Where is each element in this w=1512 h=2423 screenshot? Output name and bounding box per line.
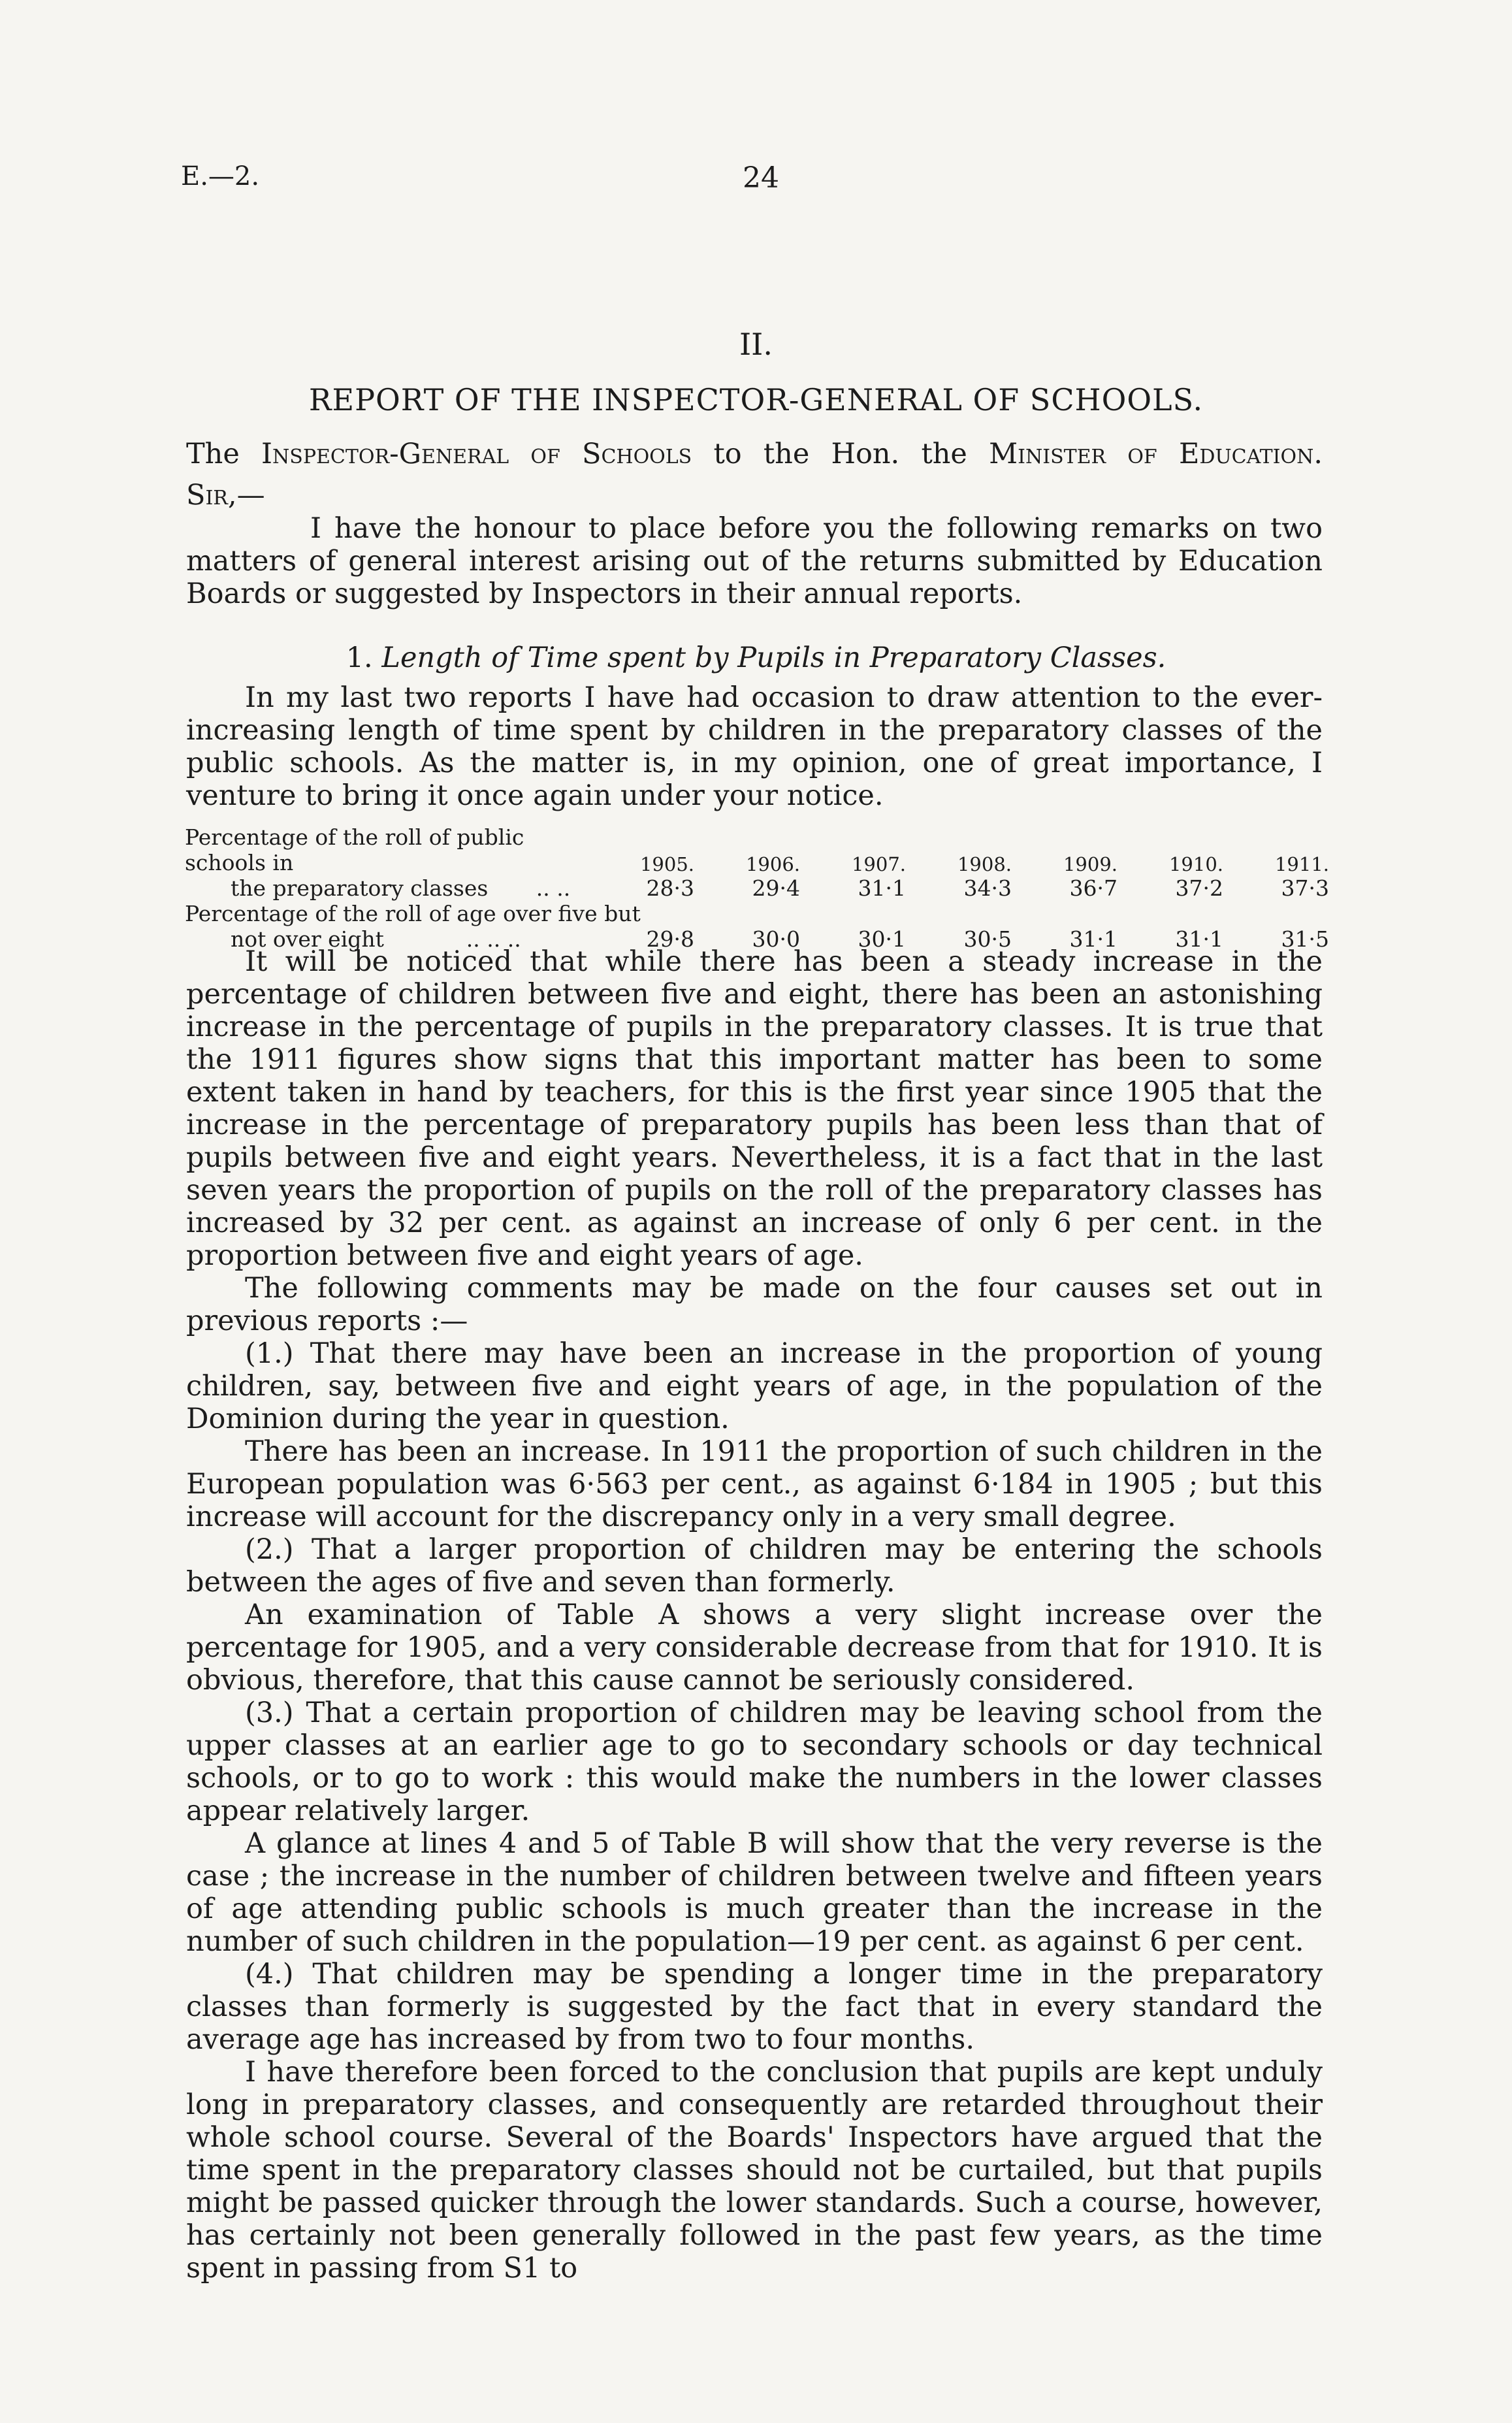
year-1910: 1910. bbox=[1168, 853, 1223, 875]
row2-label-b-text: not over eight bbox=[231, 926, 384, 952]
table-cell: 29·8 bbox=[646, 926, 694, 952]
page-number: 24 bbox=[743, 161, 779, 195]
para1-block bbox=[186, 681, 1323, 812]
address-to: Minister of Education. bbox=[989, 438, 1323, 470]
table-row-1b bbox=[185, 875, 1329, 901]
year-1909: 1909. bbox=[1063, 853, 1118, 875]
intro-block bbox=[186, 512, 1323, 610]
body-paragraph-7: (3.) That a certain proportion of children may be leaving school from the upper classes at an earlier age to go to secondary schools or day technical schools, or to go to work : this would make the numbers in the lower classes appear relatively larger. bbox=[186, 1697, 1323, 1827]
table-cell: 28·3 bbox=[646, 875, 694, 901]
table-cell: 31·1 bbox=[1175, 926, 1223, 952]
subheading-number: 1. bbox=[346, 642, 373, 674]
body-paragraph-10: I have therefore been forced to the conclusion that pupils are kept unduly long in preparatory classes, and consequently are retarded throughout their whole school course. Several of the Boards' Inspectors have argued that the time spent in the preparatory classes should not be curtailed, but that pupils might be passed quicker through the lower standards. Such a course, however, has certainly not been generally followed in the past few years, as the time spent in passing from S1 to bbox=[186, 2056, 1323, 2285]
table-cell: 34·3 bbox=[963, 875, 1012, 901]
address-the: The bbox=[186, 438, 240, 470]
row1-label-b bbox=[185, 875, 588, 901]
body-paragraph-2: The following comments may be made on the four causes set out in previous reports :— bbox=[186, 1272, 1323, 1337]
row2-leader-dots: .. .. .. bbox=[466, 926, 521, 952]
address-to-the-hon: to the Hon. the bbox=[713, 438, 967, 470]
document-reference: E.—2. bbox=[181, 161, 260, 191]
intro-paragraph: I have the honour to place before you the following remarks on two matters of general interest arising out of the returns submitted by Education Boards or suggested by Inspectors in their annual reports. bbox=[186, 512, 1323, 610]
row2-label-a: Percentage of the roll of age over five but bbox=[185, 901, 641, 926]
body-paragraph-3: (1.) That there may have been an increase in the proportion of young children, say, between five and eight years of age, in the population of the Dominion during the year in question. bbox=[186, 1337, 1323, 1435]
body-paragraph-5: (2.) That a larger proportion of children may be entering the schools between the ages of five and seven than formerly. bbox=[186, 1533, 1323, 1599]
table-cell: 30·1 bbox=[858, 926, 906, 952]
salutation: Sir,— bbox=[186, 479, 265, 512]
table-cell: 31·1 bbox=[1069, 926, 1118, 952]
body-paragraph-9: (4.) That children may be spending a longer time in the preparatory classes than formerly is suggested by the fact that in every standard the average age has increased by from two to four months. bbox=[186, 1958, 1323, 2056]
table-cell: 37·2 bbox=[1175, 875, 1223, 901]
body-paragraph-6: An examination of Table A shows a very slight increase over the percentage for 1905, and a very considerable decrease from that for 1910. It is obvious, therefore, that this cause cannot be seriously considered. bbox=[186, 1599, 1323, 1697]
table-cell: 29·4 bbox=[752, 875, 800, 901]
paragraph-1: In my last two reports I have had occasion to draw attention to the ever-increasing length of time spent by children in the preparatory classes of the public schools. As the matter is, in my opinion, one of great importance, I venture to bring it once again under your notice. bbox=[186, 681, 1323, 812]
table-cell: 31·5 bbox=[1281, 926, 1329, 952]
year-1908: 1908. bbox=[957, 853, 1012, 875]
year-1907: 1907. bbox=[851, 853, 906, 875]
table-row-1a bbox=[185, 824, 1329, 875]
subheading-text: Length of Time spent by Pupils in Preparatory Classes. bbox=[381, 642, 1166, 674]
table-cell: 36·7 bbox=[1069, 875, 1118, 901]
address-line bbox=[186, 438, 1323, 470]
subheading bbox=[0, 642, 1512, 674]
address-from: Inspector-General of Schools bbox=[261, 438, 692, 470]
row1-label-b-text: the preparatory classes bbox=[231, 875, 489, 901]
section-number: II. bbox=[739, 327, 773, 362]
statistics-table bbox=[185, 824, 1329, 952]
table-cell: 30·0 bbox=[752, 926, 800, 952]
body-paragraph-8: A glance at lines 4 and 5 of Table B will show that the very reverse is the case ; the increase in the number of children between twelve and fifteen years of age attending public schools is much greater than the increase in the number of such children in the population—19 per cent. as against 6 per cent. bbox=[186, 1827, 1323, 1958]
row1-leader-dots: .. .. bbox=[536, 875, 571, 901]
year-1906: 1906. bbox=[745, 853, 800, 875]
body-paragraph-1: It will be noticed that while there has been a steady increase in the percentage of children between five and eight, there has been an astonishing increase in the percentage of pupils in the preparatory classes. It is true that the 1911 figures show signs that this important matter has been to some extent taken in hand by teachers, for this is the first year since 1905 that the increase in the percentage of preparatory pupils has been less than that of pupils between five and eight years. Nevertheless, it is a fact that in the last seven years the proportion of pupils on the roll of the preparatory classes has increased by 32 per cent. as against an increase of only 6 per cent. in the proportion between five and eight years of age. bbox=[186, 945, 1323, 1272]
table-cell: 30·5 bbox=[963, 926, 1012, 952]
year-1905: 1905. bbox=[639, 853, 694, 875]
table-cell: 37·3 bbox=[1281, 875, 1329, 901]
report-title: REPORT OF THE INSPECTOR-GENERAL OF SCHOOLS. bbox=[308, 382, 1204, 417]
table-cell: 31·1 bbox=[858, 875, 906, 901]
row1-label-a: Percentage of the roll of public schools in bbox=[185, 824, 524, 875]
body-paragraph-4: There has been an increase. In 1911 the proportion of such children in the European population was 6·563 per cent., as against 6·184 in 1905 ; but this increase will account for the discrepancy only in a very small degree. bbox=[186, 1435, 1323, 1533]
year-1911: 1911. bbox=[1274, 853, 1329, 875]
table-row-2a bbox=[185, 901, 1329, 926]
body-text bbox=[186, 945, 1323, 2285]
